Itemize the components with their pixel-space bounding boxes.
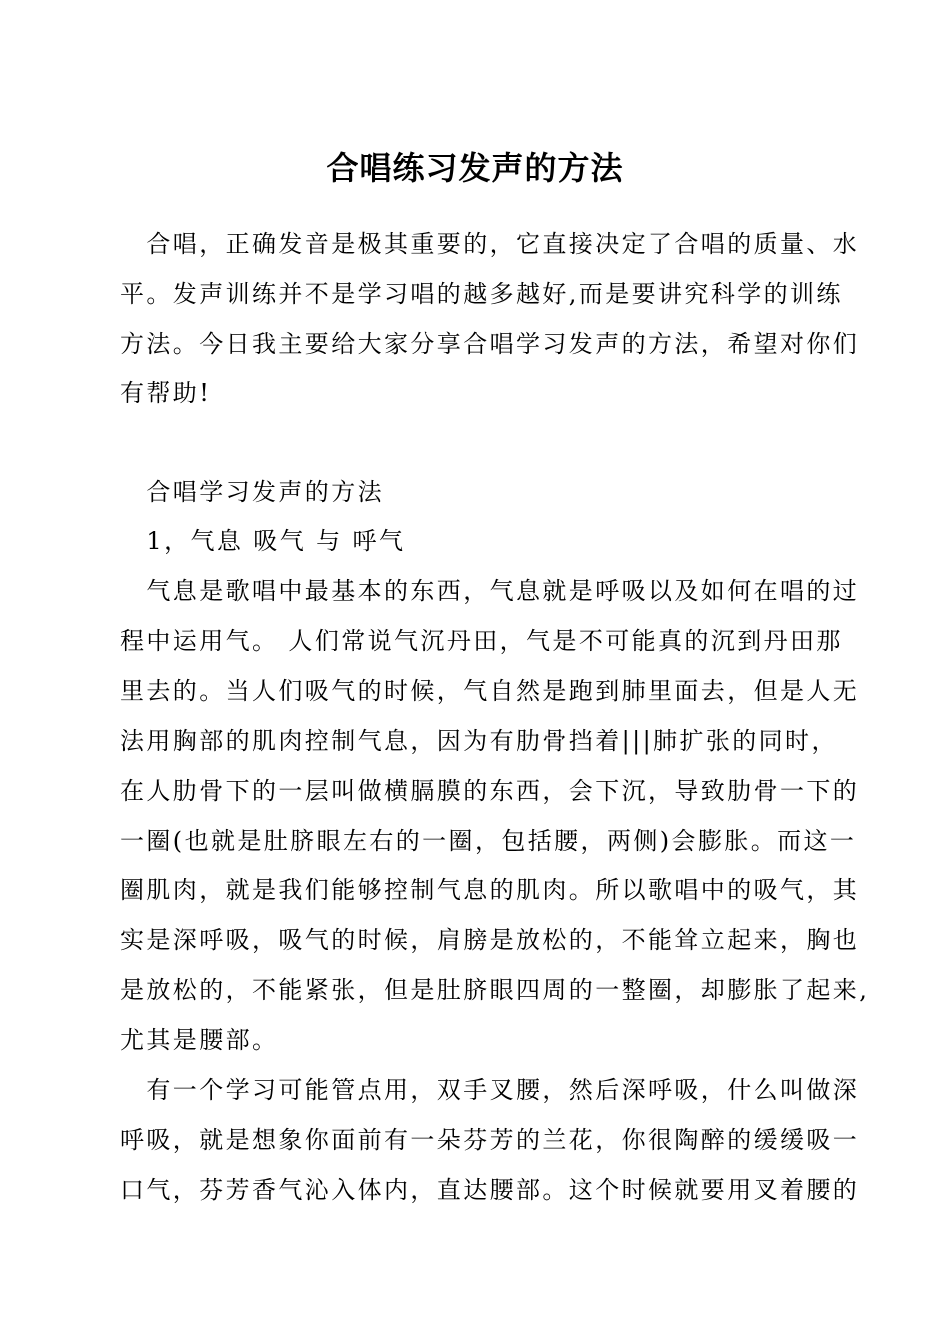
paragraph-line: 呼吸，就是想象你面前有一朵芬芳的兰花，你很陶醉的缓缓吸一 [120, 1126, 860, 1154]
paragraph-line: 一圈(也就是肚脐眼左右的一圈，包括腰，两侧)会膨胀。而这一 [120, 827, 857, 855]
paragraph-line: 尤其是腰部。 [120, 1026, 279, 1054]
subsection-heading: 1，气息 吸气 与 呼气 [120, 527, 406, 555]
paragraph-line: 圈肌肉，就是我们能够控制气息的肌肉。所以歌唱中的吸气，其 [120, 876, 860, 904]
paragraph-line: 里去的。当人们吸气的时候，气自然是跑到肺里面去，但是人无 [120, 677, 860, 705]
intro-line-3: 方法。今日我主要给大家分享合唱学习发声的方法，希望对你们 [120, 330, 860, 358]
paragraph-line: 口气，芬芳香气沁入体内，直达腰部。这个时候就要用叉着腰的 [120, 1176, 860, 1204]
paragraph-line: 有一个学习可能管点用，双手叉腰，然后深呼吸，什么叫做深 [120, 1076, 860, 1104]
intro-line-4: 有帮助! [120, 379, 212, 407]
paragraph-line: 在人肋骨下的一层叫做横膈膜的东西，会下沉，导致肋骨一下的 [120, 777, 860, 805]
document-title: 合唱练习发声的方法 [326, 149, 624, 187]
paragraph-line: 法用胸部的肌肉控制气息，因为有肋骨挡着|||肺扩张的同时， [120, 727, 838, 755]
paragraph-line: 是放松的，不能紧张，但是肚脐眼四周的一整圈，却膨胀了起来, [120, 976, 870, 1004]
section-heading: 合唱学习发声的方法 [120, 478, 384, 506]
intro-line-1: 合唱，正确发音是极其重要的，它直接决定了合唱的质量、水 [120, 230, 860, 258]
paragraph-line: 实是深呼吸，吸气的时候，肩膀是放松的，不能耸立起来，胸也 [120, 926, 860, 954]
paragraph-line: 气息是歌唱中最基本的东西，气息就是呼吸以及如何在唱的过 [120, 577, 860, 605]
intro-line-2: 平。发声训练并不是学习唱的越多越好,而是要讲究科学的训练 [120, 280, 843, 308]
paragraph-line: 程中运用气。 人们常说气沉丹田，气是不可能真的沉到丹田那 [120, 627, 843, 655]
